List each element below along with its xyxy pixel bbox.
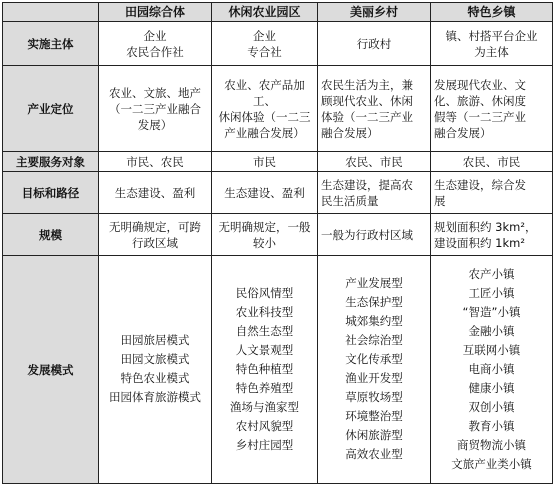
table-cell (318, 22, 431, 66)
cell-line: 融合发展） (434, 125, 492, 140)
header-col: 休闲农业园区 (212, 3, 318, 22)
cell-line: 生态建设，提高农 (321, 177, 413, 192)
cell-line: 行政村 (356, 36, 392, 51)
header-col: 特色乡镇 (431, 3, 553, 22)
mode-item: 农村风貌型 (235, 418, 294, 433)
table-row (3, 256, 553, 484)
table-cell (431, 66, 553, 152)
mode-item: 休闲旅游型 (345, 428, 403, 442)
cell-line: 企业 (253, 28, 276, 43)
table-cell (212, 152, 318, 172)
mode-item: 特色养殖型 (235, 380, 294, 395)
cell-line: 专合社 (247, 44, 282, 59)
mode-item: 渔场与渔家型 (230, 399, 299, 414)
header-corner (3, 3, 99, 22)
cell-line: 一般为行政村区域 (321, 227, 413, 242)
table-cell (318, 172, 431, 214)
table-row (3, 172, 553, 214)
mode-item: 电商小镇 (468, 361, 515, 376)
cell-line: 顾现代农业、休闲 (321, 93, 413, 108)
header-col: 美丽乡村 (318, 3, 431, 22)
header-row (3, 3, 553, 22)
mode-item: 产业发展型 (345, 276, 403, 290)
comparison-table (2, 2, 553, 484)
table-cell (431, 172, 553, 214)
cell-line: 企业 (143, 28, 167, 43)
mode-item: 田园文旅模式 (120, 352, 190, 366)
mode-item: 田园体育旅游模式 (109, 390, 201, 404)
cell-line: 生态建设、盈利 (224, 185, 305, 200)
cell-line: 较小 (253, 235, 276, 250)
cell-line: 镇、村搭平台企业 (445, 28, 538, 43)
table-cell (99, 22, 212, 66)
table-cell (212, 22, 318, 66)
table-cell (212, 256, 318, 484)
mode-item: 城郊集约型 (345, 314, 403, 328)
mode-item: 生态保护型 (345, 295, 403, 309)
cell-line: 生态建设、盈利 (114, 185, 196, 200)
table-cell (212, 214, 318, 256)
cell-line: 农业、文旅、地产 (109, 85, 201, 100)
table-row (3, 66, 553, 152)
row-label: 实施主体 (3, 22, 99, 66)
mode-item: 农产小镇 (468, 266, 515, 281)
cell-line: 行政区域 (132, 235, 178, 250)
table-row (3, 214, 553, 256)
cell-line: 农民、市民 (345, 154, 403, 169)
table-cell (431, 256, 553, 484)
table-cell (212, 172, 318, 214)
table-cell (318, 152, 431, 172)
cell-line: （一二三产业融合 (109, 101, 201, 116)
mode-item: 人文景观型 (235, 342, 294, 357)
cell-line: 休闲体验（一二三 (218, 109, 311, 124)
mode-item: 乡村庄园型 (235, 437, 294, 452)
cell-line: 假等（一二三产业 (434, 109, 526, 124)
mode-item: 自然生态型 (235, 323, 294, 338)
mode-item: 金融小镇 (468, 323, 515, 338)
row-label: 发展模式 (3, 256, 99, 484)
mode-item: 特色种植型 (235, 361, 294, 376)
row-label: 规模 (3, 214, 99, 256)
row-label: 产业定位 (3, 66, 99, 152)
mode-item: 工匠小镇 (468, 285, 515, 300)
table-cell (318, 66, 431, 152)
cell-line: 生态建设，综合发 (434, 177, 526, 192)
cell-line: 发展） (137, 117, 173, 132)
table-cell (99, 214, 212, 256)
table-row (3, 152, 553, 172)
table-body (3, 22, 553, 484)
table-cell (99, 66, 212, 152)
mode-item: 高效农业型 (345, 447, 403, 461)
mode-item: 健康小镇 (468, 380, 515, 395)
cell-line: 发展现代农业、文 (434, 77, 526, 92)
cell-line: 化、旅游、休闲度 (434, 93, 526, 108)
cell-line: 市民 (253, 154, 276, 169)
mode-item: 双创小镇 (468, 399, 515, 414)
mode-item: 环境整治型 (345, 409, 403, 423)
mode-item: 特色农业模式 (120, 371, 190, 385)
mode-item: 互联网小镇 (462, 342, 521, 357)
mode-item: 文化传承型 (345, 352, 403, 366)
row-label: 目标和路径 (3, 172, 99, 214)
cell-line: 无明确规定，可跨 (109, 219, 201, 234)
header-col: 田园综合体 (99, 3, 212, 22)
cell-line: 民生活质量 (321, 193, 379, 208)
mode-item: 农业科技型 (235, 304, 294, 319)
row-label: 主要服务对象 (3, 152, 99, 172)
table-row (3, 22, 553, 66)
mode-item: 渔业开发型 (345, 371, 403, 385)
cell-line: 市民、农民 (126, 154, 184, 169)
cell-line: 体验（一二三产业 (321, 109, 413, 124)
cell-line: 为主体 (474, 44, 509, 59)
cell-line: 建设面积约 1km² (434, 235, 525, 250)
cell-line: 无明确规定，一般 (218, 219, 311, 234)
mode-item: 商贸物流小镇 (457, 437, 526, 452)
cell-line: 农民、市民 (462, 154, 521, 169)
cell-line: 展 (434, 193, 446, 208)
mode-item: “智造”小镇 (462, 304, 521, 319)
mode-item: 文旅产业类小镇 (451, 456, 532, 471)
table-cell (318, 256, 431, 484)
table-cell (431, 152, 553, 172)
mode-item: 田园旅居模式 (120, 333, 190, 347)
table-cell (318, 214, 431, 256)
mode-item: 民俗风情型 (235, 285, 294, 300)
cell-line: 产业融合发展） (224, 125, 305, 140)
cell-line: 规划面积约 3km²， (434, 219, 537, 234)
table-cell (99, 172, 212, 214)
table-cell (431, 214, 553, 256)
cell-line: 农业、农产品加工、 (224, 77, 305, 108)
mode-item: 教育小镇 (468, 418, 515, 433)
mode-item: 草原牧场型 (345, 390, 403, 404)
mode-item: 社会综治型 (345, 333, 403, 347)
table-cell (99, 152, 212, 172)
table-cell (212, 66, 318, 152)
cell-line: 农民生活为主，兼 (321, 77, 413, 92)
table-cell (431, 22, 553, 66)
cell-line: 融合发展） (321, 125, 379, 140)
table-cell (99, 256, 212, 484)
cell-line: 农民合作社 (126, 44, 184, 59)
